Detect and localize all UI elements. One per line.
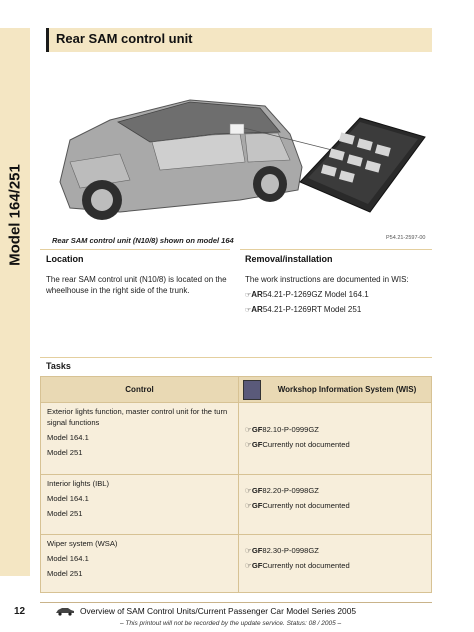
reference-prefix: AR (251, 290, 263, 299)
wis-cell (239, 535, 432, 593)
wis-book-icon (243, 380, 261, 400)
suv-illustration (60, 100, 340, 220)
header-marker (46, 28, 49, 52)
footer-rule (40, 602, 432, 603)
task-title: Interior lights (IBL) (47, 479, 110, 488)
wis-reference-link[interactable] (245, 424, 425, 435)
wis-reference-link[interactable] (245, 290, 369, 299)
pointing-hand-icon: ☞ (245, 546, 252, 555)
pointing-hand-icon: ☞ (245, 501, 252, 510)
reference-text: 54.21-P-1269GZ Model 164.1 (262, 290, 369, 299)
wis-reference-link[interactable] (245, 560, 425, 571)
task-title: Exterior lights function, master control unit for the turn signal functions (47, 407, 228, 427)
page-number: 12 (14, 606, 26, 617)
pointing-hand-icon: ☞ (245, 425, 252, 434)
control-cell (41, 403, 239, 475)
reference-prefix: AR (251, 305, 263, 314)
control-cell (41, 475, 239, 535)
reference-prefix: GF (251, 561, 263, 570)
reference-prefix: GF (251, 501, 263, 510)
model-label: Model 251 (47, 569, 83, 578)
table-row (41, 535, 432, 593)
model-label: Model 251 (47, 509, 83, 518)
reference-text: Currently not documented (262, 440, 350, 449)
figure-caption: Rear SAM control unit (N10/8) shown on model 164 (52, 236, 234, 245)
reference-prefix: GF (251, 546, 263, 555)
tasks-table (40, 376, 432, 593)
column-header-control: Control (41, 377, 239, 403)
model-label: Model 164.1 (47, 554, 89, 563)
reference-text: 82.30-P-0998GZ (262, 546, 319, 555)
wis-reference-link[interactable] (245, 500, 425, 511)
control-cell (41, 535, 239, 593)
model-side-label-text: Model 164/251 (6, 164, 24, 266)
model-side-label (3, 140, 27, 290)
model-label: Model 164.1 (47, 494, 89, 503)
reference-text: Currently not documented (262, 561, 350, 570)
table-row (41, 475, 432, 535)
location-rule (40, 249, 230, 250)
pointing-hand-icon: ☞ (245, 561, 252, 570)
figure-code: P54.21-2597-00 (386, 235, 426, 241)
vehicle-and-control-unit-illustration (40, 62, 432, 230)
car-icon (55, 606, 75, 616)
reference-prefix: GF (251, 425, 263, 434)
removal-rule (240, 249, 432, 250)
reference-text: 82.20-P-0998GZ (262, 486, 319, 495)
column-header-wis (239, 377, 432, 403)
reference-text: 82.10-P-0999GZ (262, 425, 319, 434)
model-label: Model 164.1 (47, 433, 89, 442)
table-header-row (41, 377, 432, 403)
page-title: Rear SAM control unit (56, 31, 193, 46)
wis-reference-link[interactable] (245, 305, 361, 314)
wis-cell (239, 403, 432, 475)
sam-control-unit-illustration (300, 118, 425, 212)
task-title: Wiper system (WSA) (47, 539, 118, 548)
model-label: Model 251 (47, 448, 83, 457)
pointing-hand-icon: ☞ (245, 307, 252, 314)
wis-reference-link[interactable] (245, 439, 425, 450)
removal-heading: Removal/installation (245, 254, 333, 264)
wis-reference-link[interactable] (245, 545, 425, 556)
wis-cell (239, 475, 432, 535)
tasks-heading: Tasks (46, 361, 71, 371)
footer-note: – This printout will not be recorded by the update service. Status: 08 / 2005 – (120, 620, 342, 627)
footer-title: Overview of SAM Control Units/Current Passenger Car Model Series 2005 (80, 606, 357, 616)
table-row (41, 403, 432, 475)
pointing-hand-icon: ☞ (245, 292, 252, 299)
location-heading: Location (46, 254, 84, 264)
column-header-wis-label: Workshop Information System (WIS) (277, 384, 417, 394)
pointing-hand-icon: ☞ (245, 486, 252, 495)
reference-prefix: GF (251, 486, 263, 495)
location-text: The rear SAM control unit (N10/8) is located on the wheelhouse in the right side of the trunk. (46, 275, 227, 295)
side-band (0, 28, 30, 576)
pointing-hand-icon: ☞ (245, 440, 252, 449)
tasks-rule (40, 357, 432, 358)
reference-prefix: GF (251, 440, 263, 449)
removal-text: The work instructions are documented in WIS: (245, 275, 409, 284)
wis-reference-link[interactable] (245, 485, 425, 496)
reference-text: Currently not documented (262, 501, 350, 510)
reference-text: 54.21-P-1269RT Model 251 (262, 305, 362, 314)
